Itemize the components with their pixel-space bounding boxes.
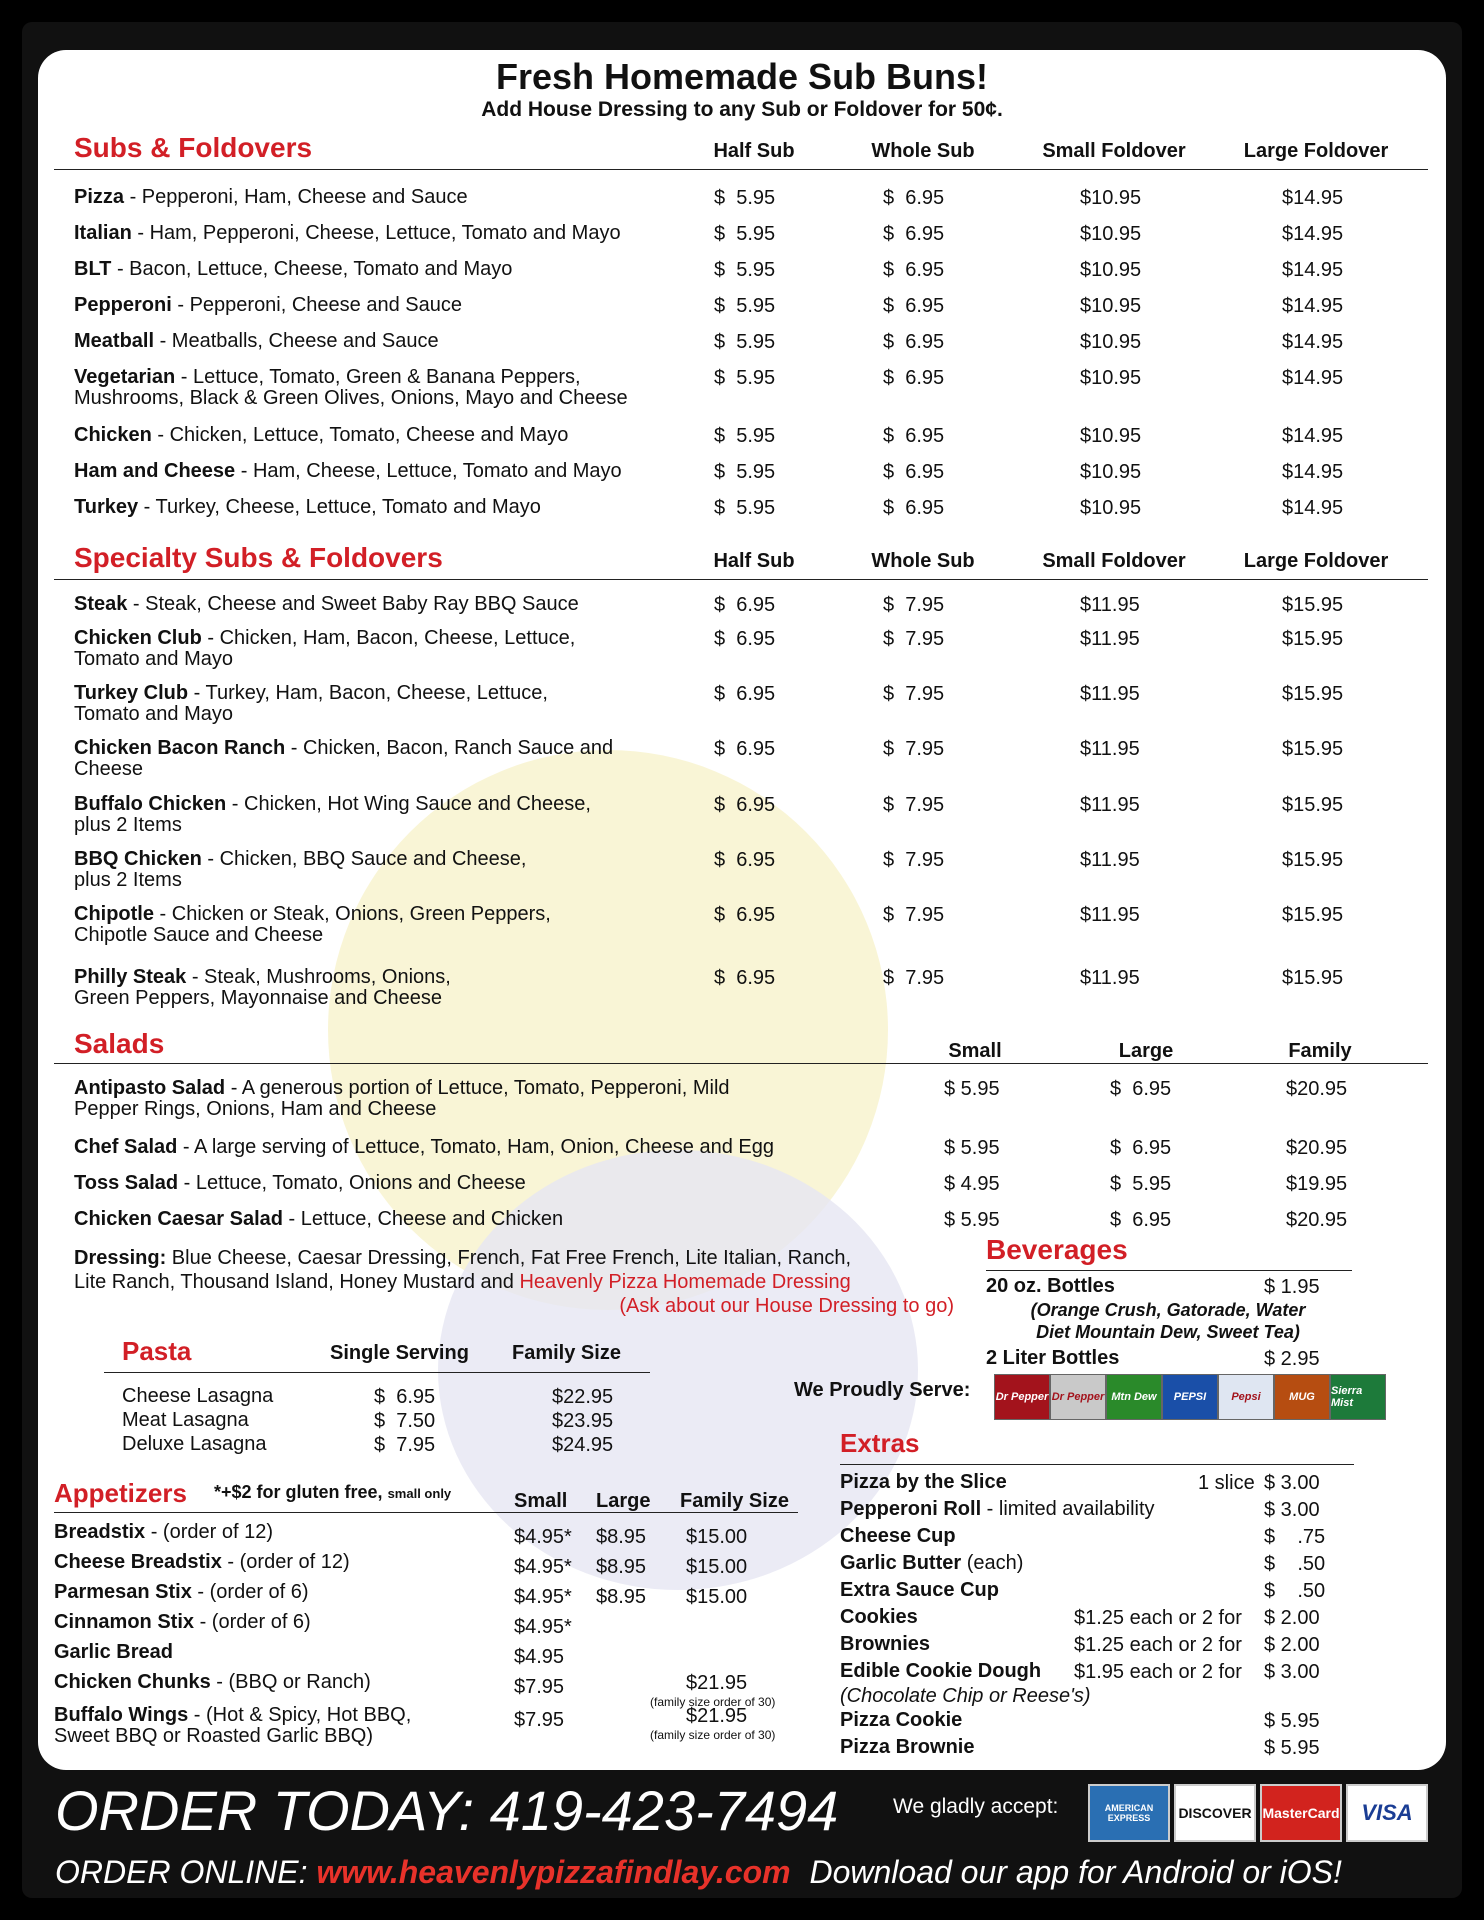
appetizer-col-1: Large — [596, 1490, 651, 1512]
item-price: $ 6.95 — [1110, 1078, 1172, 1100]
subs-col-1: Whole Sub — [871, 140, 975, 162]
payment-card-logo: MasterCard — [1260, 1784, 1342, 1842]
item-price: $ 7.95 — [883, 967, 945, 989]
item-price: $15.95 — [1282, 904, 1344, 926]
extras-item — [840, 1710, 1160, 1731]
item-price: $11.95 — [1080, 967, 1140, 989]
extras-qty: $1.95 each or 2 for — [1074, 1661, 1242, 1683]
brand-logos — [994, 1374, 1414, 1420]
item-price: $ 6.95 — [714, 849, 776, 871]
item-desc: - Steak, Mushrooms, Onions, — [186, 966, 451, 988]
appetizer-small-price: $4.95* — [514, 1526, 572, 1548]
item-desc: - A large serving of Lettuce, Tomato, Ham, Onion, Cheese and Egg — [177, 1136, 774, 1158]
subs-title: Subs & Foldovers — [74, 132, 313, 163]
item-desc: - limited availability — [981, 1498, 1155, 1520]
item-name: Pizza Cookie — [840, 1709, 963, 1731]
extras-price: $ 3.00 — [1264, 1472, 1320, 1494]
item-price: $14.95 — [1282, 367, 1344, 389]
specialty-col-2: Small Foldover — [1042, 550, 1186, 572]
item-desc: - Chicken, Bacon, Ranch Sauce and — [285, 737, 614, 759]
extras-qty: $1.25 each or 2 for — [1074, 1634, 1242, 1656]
item-desc-line2: Chipotle Sauce and Cheese — [74, 924, 324, 946]
payment-card-logo: DISCOVER — [1174, 1784, 1256, 1842]
item-name: Pizza — [74, 186, 125, 208]
extras-price: $ .50 — [1264, 1580, 1326, 1602]
menu-item — [74, 628, 714, 670]
appetizer-family-price: $15.00 — [686, 1586, 748, 1608]
salads-col-0: Small — [948, 1040, 1002, 1062]
appetizer-family-note: (family size order of 30) — [650, 1728, 776, 1742]
bottles-note-2: Diet Mountain Dew, Sweet Tea) — [1036, 1322, 1300, 1342]
bottles-price: $ 1.95 — [1264, 1276, 1320, 1298]
item-name: Chicken Chunks — [54, 1671, 211, 1693]
item-price: $11.95 — [1080, 738, 1140, 760]
order-today-phone: ORDER TODAY: 419-423-7494 — [55, 1779, 839, 1842]
item-price: $10.95 — [1080, 461, 1142, 483]
item-price: $10.95 — [1080, 259, 1142, 281]
subs-col-3: Large Foldover — [1243, 140, 1389, 162]
appetizers-title: Appetizers — [54, 1478, 187, 1508]
item-desc: - Turkey, Cheese, Lettuce, Tomato and Mayo — [138, 496, 541, 518]
bottles-label: 20 oz. Bottles — [986, 1275, 1115, 1297]
item-price: $ 6.95 — [714, 738, 776, 760]
item-desc: - Lettuce, Cheese and Chicken — [283, 1208, 564, 1230]
item-name: BLT — [74, 258, 112, 280]
item-name: Garlic Bread — [54, 1641, 173, 1663]
item-desc: - Ham, Pepperoni, Cheese, Lettuce, Tomato and Mayo — [131, 222, 621, 244]
item-price: $19.95 — [1286, 1173, 1348, 1195]
item-name: Toss Salad — [74, 1172, 179, 1194]
appetizer-col-0: Small — [514, 1490, 568, 1512]
item-price: $14.95 — [1282, 425, 1344, 447]
appetizer-item — [54, 1522, 494, 1543]
item-price: $15.95 — [1282, 738, 1344, 760]
gluten-free-note: *+$2 for gluten free, small only — [214, 1482, 452, 1502]
menu-item — [74, 295, 714, 316]
menu-item — [74, 849, 714, 891]
subs-rule — [54, 169, 1428, 170]
item-name: Pepperoni Roll — [840, 1498, 982, 1520]
brand-logo: Dr Pepper — [1050, 1374, 1106, 1420]
item-price: $ 6.95 — [714, 628, 776, 650]
item-desc: - (order of 6) — [191, 1581, 309, 1603]
item-price: $ 6.95 — [714, 967, 776, 989]
appetizer-item — [54, 1552, 494, 1573]
menu-item — [74, 904, 714, 946]
item-price: $14.95 — [1282, 187, 1344, 209]
item-price: $10.95 — [1080, 223, 1142, 245]
specialty-rule — [54, 579, 1428, 580]
item-price: $ 6.95 — [883, 331, 945, 353]
appetizer-small-price: $4.95* — [514, 1616, 572, 1638]
item-name: Garlic Butter — [840, 1552, 962, 1574]
extras-price: $ .75 — [1264, 1526, 1326, 1548]
pasta-item-name: Meat Lasagna — [122, 1409, 249, 1431]
appetizer-small-price: $4.95* — [514, 1586, 572, 1608]
item-price: $11.95 — [1080, 849, 1140, 871]
subs-col-2: Small Foldover — [1042, 140, 1186, 162]
item-price: $ 5.95 — [944, 1209, 1000, 1231]
item-name: Chicken — [74, 424, 152, 446]
item-price: $11.95 — [1080, 594, 1140, 616]
item-desc: - Pepperoni, Cheese and Sauce — [171, 294, 462, 316]
item-name: Turkey — [74, 496, 139, 518]
brand-logo: PEPSI — [1162, 1374, 1218, 1420]
item-price: $ 5.95 — [714, 223, 776, 245]
item-desc: - (order of 12) — [145, 1521, 273, 1543]
item-price: $14.95 — [1282, 295, 1344, 317]
pasta-single-price: $ 7.95 — [374, 1434, 436, 1456]
item-price: $ 7.95 — [883, 683, 945, 705]
item-price: $15.95 — [1282, 628, 1344, 650]
item-name: Edible Cookie Dough — [840, 1660, 1042, 1682]
pasta-col-1: Family Size — [512, 1342, 621, 1364]
item-price: $ 6.95 — [883, 187, 945, 209]
item-price: $ 7.95 — [883, 794, 945, 816]
specialty-col-3: Large Foldover — [1243, 550, 1389, 572]
cookie-dough-note: (Chocolate Chip or Reese's) — [840, 1685, 1091, 1707]
appetizer-small-price: $7.95 — [514, 1709, 565, 1731]
item-price: $ 5.95 — [714, 497, 776, 519]
appetizer-large-price: $8.95 — [596, 1586, 647, 1608]
item-desc-line2: Pepper Rings, Onions, Ham and Cheese — [74, 1098, 437, 1120]
extras-title: Extras — [840, 1428, 920, 1458]
item-price: $ 6.95 — [714, 794, 776, 816]
specialty-title: Specialty Subs & Foldovers — [74, 542, 443, 573]
extras-price: $ 3.00 — [1264, 1661, 1320, 1683]
item-desc-line2: Tomato and Mayo — [74, 648, 233, 670]
item-desc: - (Hot & Spicy, Hot BBQ, — [188, 1704, 412, 1726]
item-desc: - Steak, Cheese and Sweet Baby Ray BBQ Sauce — [127, 593, 579, 615]
item-name: Antipasto Salad — [74, 1077, 226, 1099]
extras-item — [840, 1526, 1160, 1547]
brand-logo: Mtn Dew — [1106, 1374, 1162, 1420]
item-name: Turkey Club — [74, 682, 189, 704]
item-price: $10.95 — [1080, 425, 1142, 447]
item-price: $ 7.95 — [883, 594, 945, 616]
item-name: Pizza Brownie — [840, 1736, 975, 1758]
menu-item — [74, 683, 714, 725]
item-price: $15.95 — [1282, 594, 1344, 616]
menu-item — [74, 461, 714, 482]
menu-card — [38, 50, 1446, 1770]
menu-item — [74, 594, 714, 615]
item-name: Cheese Breadstix — [54, 1551, 222, 1573]
item-desc-line2: Mushrooms, Black & Green Olives, Onions, Mayo and Cheese — [74, 387, 628, 409]
appetizer-family-price: $21.95 — [686, 1705, 748, 1727]
appetizer-small-price: $4.95 — [514, 1646, 565, 1668]
item-desc: - Meatballs, Cheese and Sauce — [154, 330, 439, 352]
item-desc-line2: Cheese — [74, 758, 143, 780]
item-price: $10.95 — [1080, 295, 1142, 317]
item-price: $ 6.95 — [1110, 1209, 1172, 1231]
appetizer-small-price: $4.95* — [514, 1556, 572, 1578]
item-price: $14.95 — [1282, 497, 1344, 519]
item-price: $10.95 — [1080, 331, 1142, 353]
item-name: Meatball — [74, 330, 155, 352]
item-price: $ 6.95 — [714, 594, 776, 616]
pasta-family-price: $23.95 — [552, 1410, 614, 1432]
pasta-item-name: Deluxe Lasagna — [122, 1433, 267, 1455]
payment-card-logo: AMERICAN EXPRESS — [1088, 1784, 1170, 1842]
extras-item — [840, 1737, 1160, 1758]
item-price: $15.95 — [1282, 683, 1344, 705]
salad-item — [74, 1209, 874, 1230]
item-name: Chef Salad — [74, 1136, 178, 1158]
salad-item — [74, 1078, 874, 1120]
item-name: Chicken Bacon Ranch — [74, 737, 286, 759]
item-name: Parmesan Stix — [54, 1581, 192, 1603]
item-name: BBQ Chicken — [74, 848, 202, 870]
extras-rule — [840, 1464, 1354, 1465]
menu-item — [74, 187, 714, 208]
appetizer-item — [54, 1672, 494, 1693]
item-name: Chipotle — [74, 903, 154, 925]
order-online-line — [55, 1854, 1342, 1891]
item-desc: - Turkey, Ham, Bacon, Cheese, Lettuce, — [188, 682, 548, 704]
item-price: $ 7.95 — [883, 738, 945, 760]
appetizer-small-price: $7.95 — [514, 1676, 565, 1698]
item-desc: - (order of 12) — [221, 1551, 350, 1573]
item-price: $ 6.95 — [714, 904, 776, 926]
item-price: $14.95 — [1282, 331, 1344, 353]
item-price: $ 6.95 — [883, 461, 945, 483]
item-price: $ 5.95 — [944, 1137, 1000, 1159]
appetizer-family-price: $15.00 — [686, 1526, 748, 1548]
website-link[interactable]: www.heavenlypizzafindlay.com — [316, 1854, 791, 1890]
item-price: $ 6.95 — [883, 425, 945, 447]
item-price: $15.95 — [1282, 967, 1344, 989]
extras-price: $ 5.95 — [1264, 1737, 1320, 1759]
extras-price: $ 5.95 — [1264, 1710, 1320, 1732]
item-name: Vegetarian — [74, 366, 176, 388]
menu-item — [74, 967, 714, 1009]
item-desc: - Chicken or Steak, Onions, Green Peppers, — [154, 903, 551, 925]
specialty-col-1: Whole Sub — [871, 550, 975, 572]
item-name: Cinnamon Stix — [54, 1611, 195, 1633]
appetizer-item — [54, 1642, 494, 1663]
serve-label: We Proudly Serve: — [794, 1379, 971, 1401]
item-name: Chicken Caesar Salad — [74, 1208, 283, 1230]
item-price: $ 6.95 — [883, 367, 945, 389]
item-price: $20.95 — [1286, 1209, 1348, 1231]
payment-card-logo: VISA — [1346, 1784, 1428, 1842]
item-price: $ 5.95 — [944, 1078, 1000, 1100]
brand-logo: MUG — [1274, 1374, 1330, 1420]
item-price: $ 5.95 — [1110, 1173, 1172, 1195]
item-price: $11.95 — [1080, 683, 1140, 705]
salads-col-2: Family — [1288, 1040, 1352, 1062]
item-name: Pepperoni — [74, 294, 172, 316]
item-price: $10.95 — [1080, 497, 1142, 519]
appetizer-col-2: Family Size — [680, 1490, 789, 1512]
item-name: Cheese Cup — [840, 1525, 956, 1547]
extras-item — [840, 1472, 1160, 1493]
pasta-family-price: $24.95 — [552, 1434, 614, 1456]
item-price: $ 6.95 — [1110, 1137, 1172, 1159]
item-name: Chicken Club — [74, 627, 202, 649]
extras-price: $ .50 — [1264, 1553, 1326, 1575]
menu-item — [74, 738, 714, 780]
item-name: Ham and Cheese — [74, 460, 236, 482]
appetizer-item — [54, 1582, 494, 1603]
item-price: $15.95 — [1282, 794, 1344, 816]
extras-price: $ 2.00 — [1264, 1607, 1320, 1629]
item-name: Cookies — [840, 1606, 918, 1628]
appetizer-family-price: $15.00 — [686, 1556, 748, 1578]
menu-item — [74, 259, 714, 280]
item-desc: - Lettuce, Tomato, Green & Banana Peppers, — [175, 366, 581, 388]
beverages-title: Beverages — [986, 1234, 1128, 1265]
item-desc-line2: Sweet BBQ or Roasted Garlic BBQ) — [54, 1725, 374, 1747]
liter-price: $ 2.95 — [1264, 1348, 1320, 1370]
item-name: Pizza by the Slice — [840, 1471, 1007, 1493]
item-price: $ 5.95 — [714, 295, 776, 317]
liter-label: 2 Liter Bottles — [986, 1347, 1120, 1369]
item-name: Extra Sauce Cup — [840, 1579, 999, 1601]
extras-item — [840, 1580, 1160, 1601]
salads-col-1: Large — [1118, 1040, 1174, 1062]
extras-item — [840, 1553, 1160, 1574]
app-text: Download our app for Android or iOS! — [809, 1854, 1342, 1890]
item-desc-line2: Green Peppers, Mayonnaise and Cheese — [74, 987, 443, 1009]
appetizer-family-price: $21.95 — [686, 1672, 748, 1694]
pasta-single-price: $ 7.50 — [374, 1410, 436, 1432]
salads-rule — [54, 1063, 1428, 1064]
brand-logo: Pepsi — [1218, 1374, 1274, 1420]
item-price: $ 6.95 — [883, 295, 945, 317]
item-price: $ 6.95 — [883, 223, 945, 245]
item-price: $ 5.95 — [714, 461, 776, 483]
item-price: $20.95 — [1286, 1137, 1348, 1159]
item-price: $ 6.95 — [883, 497, 945, 519]
item-name: Brownies — [840, 1633, 931, 1655]
item-price: $ 5.95 — [714, 187, 776, 209]
appetizer-item — [54, 1705, 494, 1747]
item-desc: - Chicken, Hot Wing Sauce and Cheese, — [226, 793, 591, 815]
item-desc: - A generous portion of Lettuce, Tomato, Pepperoni, Mild — [225, 1077, 730, 1099]
item-desc: - (BBQ or Ranch) — [210, 1671, 371, 1693]
dressing-line-2: Lite Ranch, Thousand Island, Honey Mustard and Heavenly Pizza Homemade Dressing — [74, 1271, 851, 1293]
beverages-rule — [986, 1270, 1352, 1271]
dressing-note: (Ask about our House Dressing to go) — [619, 1295, 954, 1317]
extras-price: $ 2.00 — [1264, 1634, 1320, 1656]
item-desc: - Pepperoni, Ham, Cheese and Sauce — [124, 186, 468, 208]
item-price: $11.95 — [1080, 904, 1140, 926]
item-price: $ 7.95 — [883, 849, 945, 871]
item-desc: - Lettuce, Tomato, Onions and Cheese — [178, 1172, 526, 1194]
page-title: Fresh Homemade Sub Buns! — [495, 56, 989, 97]
item-name: Buffalo Wings — [54, 1704, 189, 1726]
menu-item — [74, 425, 714, 446]
item-price: $20.95 — [1286, 1078, 1348, 1100]
pasta-title: Pasta — [122, 1336, 192, 1366]
item-desc: (each) — [961, 1552, 1024, 1574]
extras-qty: 1 slice — [1198, 1472, 1255, 1494]
item-desc: - (order of 6) — [194, 1611, 311, 1633]
item-desc: - Chicken, BBQ Sauce and Cheese, — [201, 848, 527, 870]
item-name: Philly Steak — [74, 966, 187, 988]
item-price: $10.95 — [1080, 187, 1142, 209]
item-name: Buffalo Chicken — [74, 793, 227, 815]
item-price: $ 6.95 — [883, 259, 945, 281]
item-price: $ 6.95 — [714, 683, 776, 705]
pasta-rule — [104, 1372, 650, 1373]
menu-item — [74, 331, 714, 352]
item-price: $11.95 — [1080, 794, 1140, 816]
order-online-label: ORDER ONLINE: — [55, 1854, 308, 1890]
item-price: $ 5.95 — [714, 425, 776, 447]
pasta-col-0: Single Serving — [330, 1342, 469, 1364]
item-price: $10.95 — [1080, 367, 1142, 389]
item-desc: - Bacon, Lettuce, Cheese, Tomato and Mayo — [111, 258, 513, 280]
item-price: $14.95 — [1282, 259, 1344, 281]
item-price: $ 7.95 — [883, 904, 945, 926]
appetizer-large-price: $8.95 — [596, 1526, 647, 1548]
accept-label: We gladly accept: — [893, 1795, 1059, 1818]
item-price: $15.95 — [1282, 849, 1344, 871]
salad-item — [74, 1137, 874, 1158]
page-subtitle: Add House Dressing to any Sub or Foldover for 50¢. — [481, 98, 1003, 121]
pasta-item-name: Cheese Lasagna — [122, 1385, 274, 1407]
item-desc: - Ham, Cheese, Lettuce, Tomato and Mayo — [235, 460, 622, 482]
item-price: $ 5.95 — [714, 367, 776, 389]
appetizer-large-price: $8.95 — [596, 1556, 647, 1578]
menu-item — [74, 367, 714, 409]
extras-price: $ 3.00 — [1264, 1499, 1320, 1521]
menu-item — [74, 794, 714, 836]
item-price: $ 7.95 — [883, 628, 945, 650]
item-desc-line2: Tomato and Mayo — [74, 703, 233, 725]
appetizer-family-note: (family size order of 30) — [650, 1695, 776, 1709]
brand-logo: Dr Pepper — [994, 1374, 1050, 1420]
brand-logo: Sierra Mist — [1330, 1374, 1386, 1420]
menu-item — [74, 223, 714, 244]
pasta-family-price: $22.95 — [552, 1386, 614, 1408]
item-desc: - Chicken, Ham, Bacon, Cheese, Lettuce, — [201, 627, 576, 649]
item-price: $14.95 — [1282, 461, 1344, 483]
item-price: $ 5.95 — [714, 331, 776, 353]
extras-item — [840, 1499, 1160, 1520]
dressing-line-1: Dressing: Blue Cheese, Caesar Dressing, French, Fat Free French, Lite Italian, Ranch, — [74, 1247, 852, 1269]
menu-item — [74, 497, 714, 518]
item-price: $ 5.95 — [714, 259, 776, 281]
bottles-note-1: (Orange Crush, Gatorade, Water — [1030, 1300, 1306, 1320]
item-name: Breadstix — [54, 1521, 146, 1543]
item-name: Steak — [74, 593, 128, 615]
salad-item — [74, 1173, 874, 1194]
item-desc-line2: plus 2 Items — [74, 869, 182, 891]
extras-qty: $1.25 each or 2 for — [1074, 1607, 1242, 1629]
item-price: $11.95 — [1080, 628, 1140, 650]
item-price: $14.95 — [1282, 223, 1344, 245]
specialty-col-0: Half Sub — [713, 550, 795, 572]
item-desc-line2: plus 2 Items — [74, 814, 182, 836]
item-price: $ 4.95 — [944, 1173, 1000, 1195]
appetizer-item — [54, 1612, 494, 1633]
salads-title: Salads — [74, 1028, 165, 1059]
pasta-single-price: $ 6.95 — [374, 1386, 436, 1408]
subs-col-0: Half Sub — [713, 140, 795, 162]
item-name: Italian — [74, 222, 132, 244]
item-desc: - Chicken, Lettuce, Tomato, Cheese and Mayo — [151, 424, 569, 446]
